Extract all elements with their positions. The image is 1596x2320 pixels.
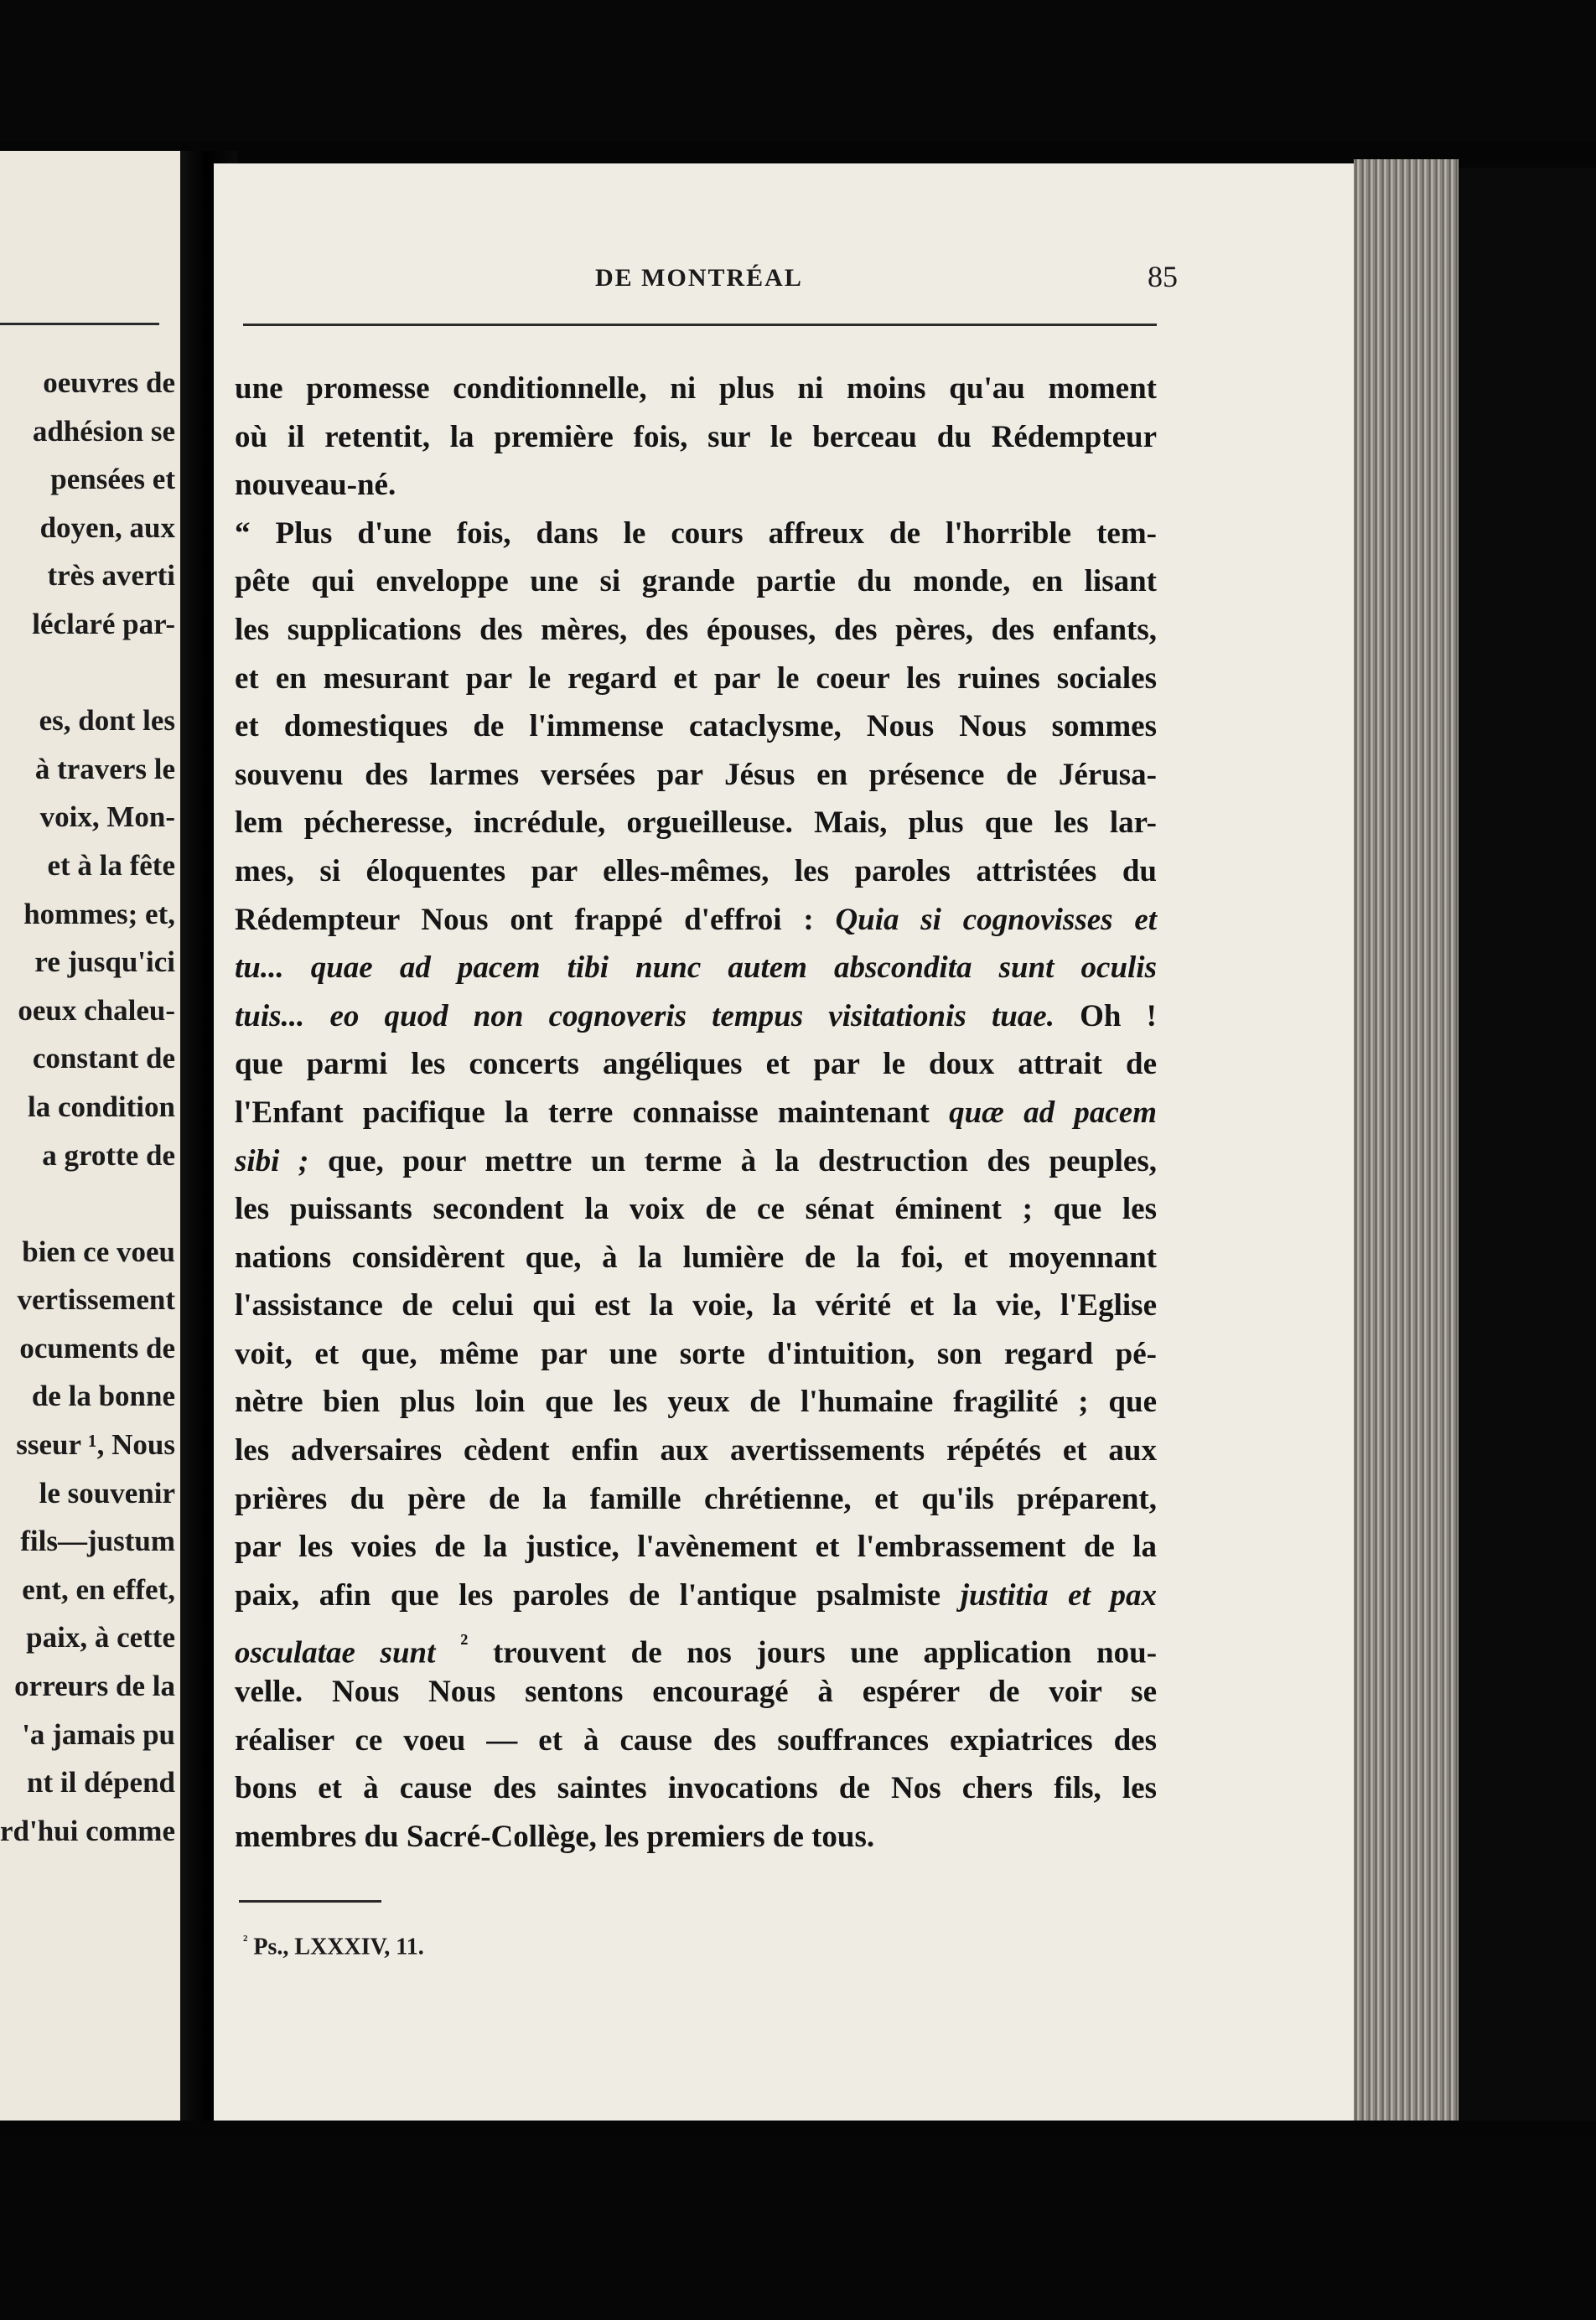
text-line: l'assistance de celui qui est la voie, la vérité et la vie, l'Eglise <box>235 1288 1157 1323</box>
text-line: souvenu des larmes versées par Jésus en présence de Jérusa- <box>235 757 1157 792</box>
facing-page-line <box>0 649 175 697</box>
page-header <box>214 260 1178 306</box>
footnote-mark: ² <box>243 1932 248 1949</box>
facing-page-text <box>0 359 175 1855</box>
facing-page-line: de la bonne <box>31 1380 175 1413</box>
text-line: les puissants secondent la voix de ce sénat éminent ; que les <box>235 1192 1157 1227</box>
text-segment: que, pour mettre un terme à la destruction des peuples, <box>327 1143 1157 1178</box>
latin-quote: justitia et pax <box>960 1577 1158 1613</box>
facing-page-line: le souvenir <box>39 1476 175 1510</box>
text-line <box>235 1089 1157 1137</box>
text-segment: paix, afin que les paroles de l'antique psalmiste <box>235 1577 941 1613</box>
text-line: prières du père de la famille chrétienne, et qu'ils préparent, <box>235 1481 1157 1516</box>
facing-page-line: re jusqu'ici <box>34 945 175 979</box>
footnote-text: Ps., LXXXIV, 11. <box>253 1934 424 1960</box>
facing-page-line: sseur ¹, Nous <box>16 1428 175 1462</box>
facing-page-line: nt il dépend <box>27 1766 175 1800</box>
facing-page-line: adhésion se <box>32 414 175 448</box>
text-line <box>235 992 1157 1041</box>
text-line: par les voies de la justice, l'avènement et l'embrassement de la <box>235 1530 1157 1565</box>
facing-page-line: doyen, aux <box>39 510 175 544</box>
facing-page-line: es, dont les <box>39 704 175 738</box>
body-text <box>235 365 1157 1861</box>
scan-border-bottom <box>0 2137 1596 2320</box>
latin-quote: tuis... eo quod non cognoveris tempus visitationis tuae. <box>235 998 1054 1033</box>
text-line: “ Plus d'une fois, dans le cours affreux de l'horrible tem- <box>235 515 1157 551</box>
facing-page-rule <box>0 323 159 325</box>
text-segment: l'Enfant pacifique la terre connaisse maintenant <box>235 1095 930 1130</box>
text-line: membres du Sacré-Collège, les premiers de tous. <box>235 1819 875 1854</box>
latin-quote: osculatae sunt <box>235 1635 436 1670</box>
facing-page-line: ocuments de <box>19 1331 175 1365</box>
text-line: bons et à cause des saintes invocations de Nos chers fils, les <box>235 1771 1157 1806</box>
facing-page-line: ent, en effet, <box>22 1572 175 1606</box>
text-line: où il retentit, la première fois, sur le berceau du Rédempteur <box>235 419 1157 454</box>
facing-page-line: bien ce voeu <box>22 1235 175 1268</box>
facing-page-line: vertissement <box>17 1283 175 1317</box>
page-block-edges <box>1354 159 1459 2121</box>
facing-page-line: léclaré par- <box>32 607 175 640</box>
text-line: les adversaires cèdent enfin aux avertissements répétés et aux <box>235 1433 1157 1468</box>
text-line: et domestiques de l'immense cataclysme, Nous Nous sommes <box>235 709 1157 744</box>
latin-quote: Quia si cognovisses et <box>835 902 1158 937</box>
facing-page-line: très averti <box>47 559 175 593</box>
footnote <box>243 1932 424 1960</box>
footnote-reference: ² <box>460 1629 469 1658</box>
text-line <box>235 1137 1157 1186</box>
scan-border-top <box>0 0 1596 142</box>
facing-page-line: et à la fête <box>47 848 175 882</box>
facing-page-line: oeuvres de <box>43 366 175 399</box>
latin-quote: tu... quae ad pacem tibi nunc autem abscondita sunt oculis <box>235 950 1157 986</box>
text-line: voit, et que, même par une sorte d'intuition, son regard pé- <box>235 1336 1157 1371</box>
text-line <box>235 896 1157 945</box>
text-line: lem pécheresse, incrédule, orgueilleuse. Mais, plus que les lar- <box>235 805 1157 841</box>
text-line: mes, si éloquentes par elles-mêmes, les paroles attristées du <box>235 853 1157 888</box>
header-rule <box>243 324 1157 326</box>
text-line: que parmi les concerts angéliques et par le doux attrait de <box>235 1047 1157 1082</box>
text-line <box>235 944 1157 992</box>
facing-page-line: fils—justum <box>20 1525 175 1558</box>
facing-page-line: 'a jamais pu <box>22 1717 175 1751</box>
facing-page-line <box>0 1179 175 1228</box>
facing-page-line: pensées et <box>50 463 175 496</box>
text-line: et en mesurant par le regard et par le coeur les ruines sociales <box>235 660 1157 696</box>
facing-page-line: hommes; et, <box>23 897 175 930</box>
text-line: les supplications des mères, des épouses, des pères, des enfants, <box>235 612 1157 647</box>
facing-page-line: constant de <box>32 1042 175 1075</box>
facing-page-line: voix, Mon- <box>39 800 175 834</box>
facing-page <box>0 151 180 2121</box>
facing-page-line: a grotte de <box>42 1138 175 1172</box>
text-segment: Rédempteur Nous ont frappé d'effroi : <box>235 902 814 937</box>
facing-page-line: rd'hui comme <box>0 1814 175 1847</box>
text-segment: Oh ! <box>1080 998 1157 1033</box>
text-segment: trouvent de nos jours une application nou- <box>492 1635 1158 1670</box>
footnote-rule <box>239 1900 381 1903</box>
text-line <box>235 1619 1157 1668</box>
text-line: réaliser ce voeu — et à cause des souffrances expiatrices des <box>235 1722 1157 1758</box>
facing-page-line: la condition <box>27 1090 175 1123</box>
latin-quote: sibi ; <box>235 1143 309 1178</box>
text-line: pête qui enveloppe une si grande partie du monde, en lisant <box>235 564 1157 599</box>
facing-page-line: orreurs de la <box>14 1670 175 1703</box>
facing-page-line: oeux chaleu- <box>18 993 175 1027</box>
latin-quote: quæ ad pacem <box>949 1095 1157 1130</box>
scan-border-right <box>1459 168 1596 2121</box>
text-line <box>235 1572 1157 1620</box>
text-line: nètre bien plus loin que les yeux de l'humaine fragilité ; que <box>235 1385 1157 1420</box>
text-line: une promesse conditionnelle, ni plus ni moins qu'au moment <box>235 371 1157 406</box>
facing-page-line: à travers le <box>34 752 175 785</box>
text-line: nations considèrent que, à la lumière de la foi, et moyennant <box>235 1240 1157 1275</box>
page-number: 85 <box>1148 260 1178 293</box>
facing-page-line: paix, à cette <box>26 1621 175 1655</box>
text-line: nouveau-né. <box>235 468 396 503</box>
running-head: DE MONTRÉAL <box>595 264 803 292</box>
text-line: velle. Nous Nous sentons encouragé à espérer de voir se <box>235 1675 1157 1710</box>
